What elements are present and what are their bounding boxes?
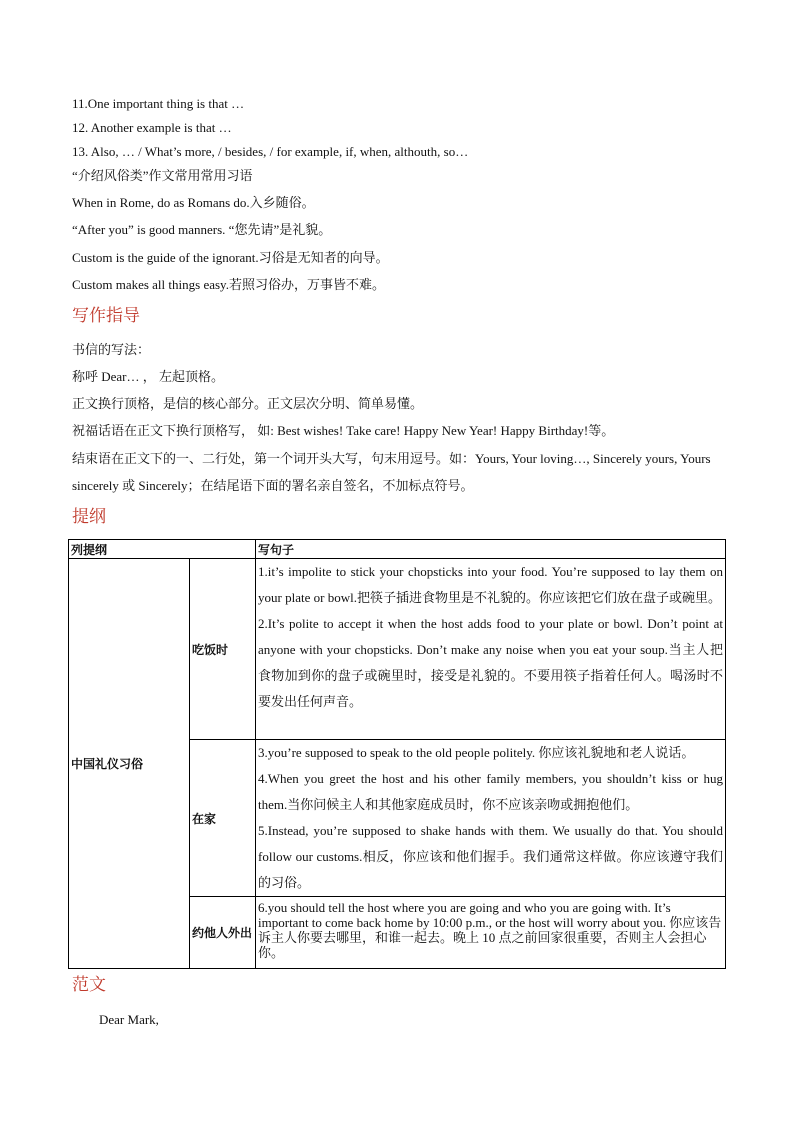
phrase-line: “After you” is good manners. “您先请”是礼貌。 [72, 222, 332, 237]
outline-row-dining [69, 559, 726, 740]
writing-guide-paragraph: 结束语在正文下的一、二行处，第一个词开头大写，句末用逗号。如：Yours, Your loving…, Sincerely yours, Yours sincerely 或 Sincerely；在结尾语下面的署名亲自签名，不加标点符号。 [72, 451, 711, 493]
outline-group-label: 吃饭时 [190, 559, 256, 740]
outline-sentences [256, 897, 726, 969]
phrase-line: When in Rome, do as Romans do.入乡随俗。 [72, 195, 315, 210]
writing-guide-line: 祝福话语在正文下换行顶格写， 如: Best wishes! Take care! Happy New Year! Happy Birthday!等。 [72, 423, 615, 438]
phrase-line: Custom is the guide of the ignorant.习俗是无知者的向导。 [72, 250, 389, 265]
sample-greeting: Dear Mark, [99, 1012, 159, 1027]
outline-sentence: 1.it’s impolite to stick your chopsticks into your food. You’re supposed to lay them on your plate or bowl.把筷子插进食物里是不礼貌的。你应该把它们放在盘子或碗里。 [258, 564, 724, 605]
outline-header-row [69, 540, 726, 559]
phrase-line: 11.One important thing is that … [72, 96, 245, 111]
outline-sentences [256, 740, 726, 897]
outline-col2-header: 写句子 [256, 540, 726, 559]
outline-heading: 提纲 [72, 507, 106, 527]
phrase-line: “介绍风俗类”作文常用常用习语 [72, 168, 253, 183]
outline-col1-header: 列提纲 [69, 540, 256, 559]
phrase-line: 13. Also, … / What’s more, / besides, / for example, if, when, althouth, so… [72, 144, 469, 159]
outline-sentence: 6.you should tell the host where you are going and who you are going with. It’s important to come back home by 10:00 p.m., or the host will worry about you. 你应该告诉主人你要去哪里，和谁一起去。晚上 10 点之前回家很重要，否则主人会担心你。 [258, 900, 722, 960]
outline-table [68, 539, 726, 969]
sample-heading: 范文 [72, 975, 106, 995]
outline-category: 中国礼仪习俗 [69, 559, 190, 969]
outline-sentence: 2.It’s polite to accept it when the host adds food to your plate or bowl. Don’t point at anyone with your chopsticks. Don’t make any noise when you eat your soup.当主人把食物加到你的盘子或碗里时，接受是礼貌的。不要用筷子指着任何人。喝汤时不要发出任何声音。 [258, 616, 724, 709]
writing-guide-line: 正文换行顶格，是信的核心部分。正文层次分明、简单易懂。 [72, 396, 424, 411]
phrase-line: Custom makes all things easy.若照习俗办，万事皆不难。 [72, 277, 385, 292]
phrase-line: 12. Another example is that … [72, 120, 232, 135]
writing-guide-intro: 书信的写法： [72, 342, 151, 357]
writing-guide-heading: 写作指导 [72, 306, 140, 326]
outline-sentences [256, 559, 726, 740]
outline-sentence: 3.you’re supposed to speak to the old people politely. 你应该礼貌地和老人说话。 [258, 745, 695, 760]
outline-group-label: 约他人外出 [190, 897, 256, 969]
outline-group-label: 在家 [190, 740, 256, 897]
writing-guide-line: 称呼 Dear… ， 左起顶格。 [72, 369, 225, 384]
outline-sentence: 5.Instead, you’re supposed to shake hands with them. We usually do that. You should follow our customs.相反，你应该和他们握手。我们通常这样做。你应该遵守我们的习俗。 [258, 823, 724, 890]
outline-sentence: 4.When you greet the host and his other family members, you shouldn’t kiss or hug them.当你问候主人和其他家庭成员时，你不应该亲吻或拥抱他们。 [258, 771, 724, 812]
